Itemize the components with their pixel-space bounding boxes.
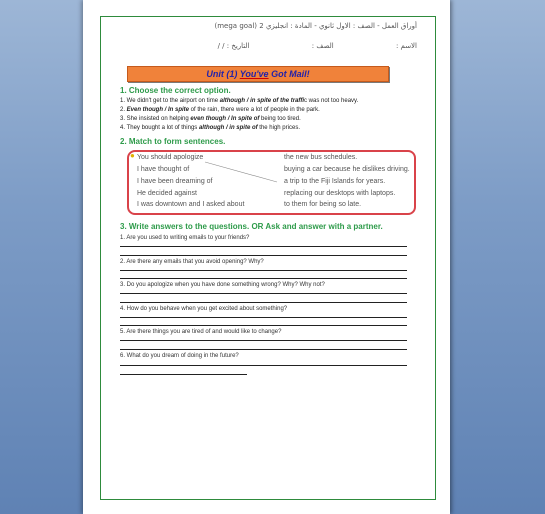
answer-line[interactable] — [120, 255, 407, 256]
unit-title-part3: Got Mail! — [268, 69, 310, 79]
match-left-item: I have thought of — [137, 166, 190, 173]
name-label: الاسم : — [395, 42, 417, 50]
answer-line[interactable] — [120, 270, 407, 271]
question-1: 1. Are you used to writing emails to your friends? — [120, 235, 250, 241]
section1-item: 3. She insisted on helping even though / In spite of being too tired. — [120, 116, 301, 122]
question-6: 6. What do you dream of doing in the future? — [120, 353, 239, 359]
match-right-item: buying a car because he dislikes driving. — [284, 166, 410, 173]
match-left-item: I was downtown and I asked about — [137, 201, 245, 208]
match-left-item: I have been dreaming of — [137, 178, 213, 185]
answer-line[interactable] — [120, 365, 407, 366]
section3-title: 3. Write answers to the questions. OR Ask and answer with a partner. — [120, 222, 383, 231]
match-right-item: a trip to the Fiji Islands for years. — [284, 178, 386, 185]
section1-item: 4. They bought a lot of things although / in spite of the high prices. — [120, 125, 300, 131]
section1-item: 1. We didn't get to the airport on time although / in spite of the traffic was not too heavy. — [120, 98, 359, 104]
section1-title: 1. Choose the correct option. — [120, 86, 231, 95]
match-left-item: You should apologize — [137, 154, 204, 161]
answer-line[interactable] — [120, 293, 407, 294]
answer-line[interactable] — [120, 340, 407, 341]
section2-title: 2. Match to form sentences. — [120, 137, 226, 146]
date-label: التاريخ : / / — [217, 42, 250, 50]
answer-line[interactable] — [120, 349, 407, 350]
unit-title-part2: You've — [239, 69, 269, 79]
question-5: 5. Are there things you are tired of and would like to change? — [120, 329, 282, 335]
worksheet-header-line2 — [117, 42, 417, 50]
section1-item: 2. Even though / In spite of the rain, there were a lot of people in the park. — [120, 107, 320, 113]
lightbulb-icon: ● — [130, 151, 135, 160]
question-3: 3. Do you apologize when you have done something wrong? Why? Why not? — [120, 282, 325, 288]
unit-title-banner — [127, 66, 389, 82]
document-page — [83, 0, 450, 514]
answer-line[interactable] — [120, 302, 407, 303]
match-right-item: replacing our desktops with laptops. — [284, 190, 396, 197]
match-line — [203, 160, 283, 185]
answer-line[interactable] — [120, 325, 407, 326]
answer-line[interactable] — [120, 278, 407, 279]
unit-title-part1: Unit (1) — [206, 69, 240, 79]
match-right-item: the new bus schedules. — [284, 154, 358, 161]
match-right-item: to them for being so late. — [284, 201, 362, 208]
answer-line[interactable] — [120, 374, 247, 375]
answer-line[interactable] — [120, 317, 407, 318]
class-label: الصف : — [311, 42, 334, 50]
answer-line[interactable] — [120, 246, 407, 247]
worksheet-header-line1: أوراق العمل - الصف : الاول ثانوي - المادة : انجليزي 2 (mega goal) — [214, 22, 417, 30]
question-2: 2. Are there any emails that you avoid opening? Why? — [120, 259, 264, 265]
question-4: 4. How do you behave when you get excited about something? — [120, 306, 288, 312]
match-left-item: He decided against — [137, 190, 197, 197]
